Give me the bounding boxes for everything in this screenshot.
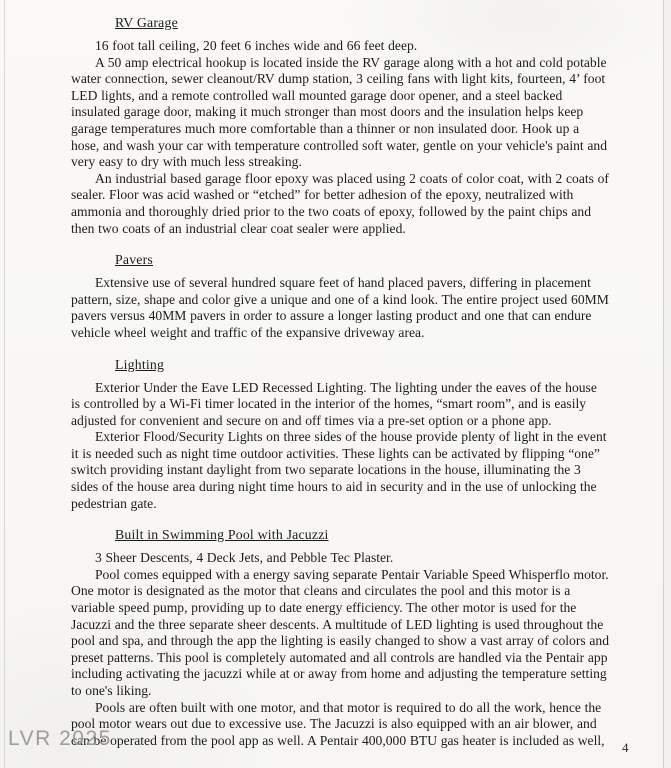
paragraph: Exterior Under the Eave LED Recessed Lighting. The lighting under the eaves of the house is controlled by a Wi-Fi timer located in the interior of the homes, “smart room”, and is easily adjusted for convenient and secure on and off times via a pre-set option or a phone app. bbox=[71, 379, 597, 428]
paragraph: Exterior Flood/Security Lights on three sides of the house provide plenty of light in the event it is needed such as night time outdoor activities. These lights can be activated by flipping “one” switch providing instant daylight from two separate locations in the house, illuminating the 3 sides of the house area during night time hours to aid in security and in the use of unlocking the pedestrian gate. bbox=[71, 429, 607, 511]
document-body bbox=[71, 7, 609, 749]
paragraph: 16 foot tall ceiling, 20 feet 6 inches wide and 66 feet deep. bbox=[95, 38, 418, 53]
paragraph: A 50 amp electrical hookup is located inside the RV garage along with a hot and cold potable water connection, sewer cleanout/RV dump station, 3 ceiling fans with light kits, fourteen, 4’ foot LED lights, and a remote controlled wall mounted garage door opener, and a steel backed insulated garage door, making it much stronger than most doors and the insulation helps keep garage temperatures much more comfortable than a thinner or non insulated door. Hook up a hose, and wash your car with temperature controlled soft water, gentle on your vehicle's paint and very easy to dry with much less streaking. bbox=[71, 54, 608, 170]
paragraph: Extensive use of several hundred square feet of hand placed pavers, differing in placement pattern, size, shape and color give a unique and one of a kind look. The entire project used 60MM pavers versus 40MM pavers in order to assure a longer lasting product and one that can endure vehicle wheel weight and traffic of the expansive driveway area. bbox=[71, 275, 609, 340]
scan-edge-right bbox=[663, 0, 664, 768]
paragraph: 3 Sheer Descents, 4 Deck Jets, and Pebble Tec Plaster. bbox=[95, 550, 394, 566]
page-number: 4 bbox=[622, 740, 629, 755]
section-swimming-pool-jacuzzi bbox=[71, 526, 609, 749]
section-heading-rv-garage: RV Garage bbox=[115, 15, 178, 30]
paragraph: Pools are often built with one motor, and that motor is required to do all the work, hence the pool motor wears out due to excessive use. The Jacuzzi is also equipped with an air blower, and can be operated from the pool app as well. A Pentair 400,000 BTU gas heater is included as well, bbox=[71, 699, 605, 748]
section-pavers bbox=[71, 251, 609, 341]
scan-edge-left bbox=[4, 0, 5, 768]
paragraph: An industrial based garage floor epoxy was placed using 2 coats of color coat, with 2 coats of sealer. Floor was acid washed or “etched” for better adhesion of the epoxy, neutralized with ammonia and thoroughly dried prior to the two coats of epoxy, followed by the paint chips and then two coats of an industrial clear coat sealer were applied. bbox=[71, 170, 609, 236]
section-heading-lighting: Lighting bbox=[115, 356, 165, 372]
section-heading-swimming-pool-jacuzzi: Built in Swimming Pool with Jacuzzi bbox=[115, 527, 329, 543]
paragraph: Pool comes equipped with a energy saving separate Pentair Variable Speed Whisperflo motor. One motor is designated as the motor that cleans and circulates the pool and this motor is a variable speed pump, providing up to date energy efficiency. The other motor is used for the Jacuzzi and the three separate sheer descents. A multitude of LED lighting is used throughout the pool and spa, and through the app the lighting is easily changed to show a vast array of colors and preset patterns. This pool is completely automated and all controls are handled via the Pentair app including activating the jacuzzi while at or away from home and adjusting the temperature setting to one's liking. bbox=[71, 566, 609, 698]
section-rv-garage bbox=[71, 14, 609, 237]
section-lighting bbox=[71, 356, 609, 513]
section-heading-pavers: Pavers bbox=[115, 252, 153, 268]
scan-right-strip bbox=[664, 0, 671, 768]
watermark: LVR 2025 bbox=[8, 727, 112, 750]
